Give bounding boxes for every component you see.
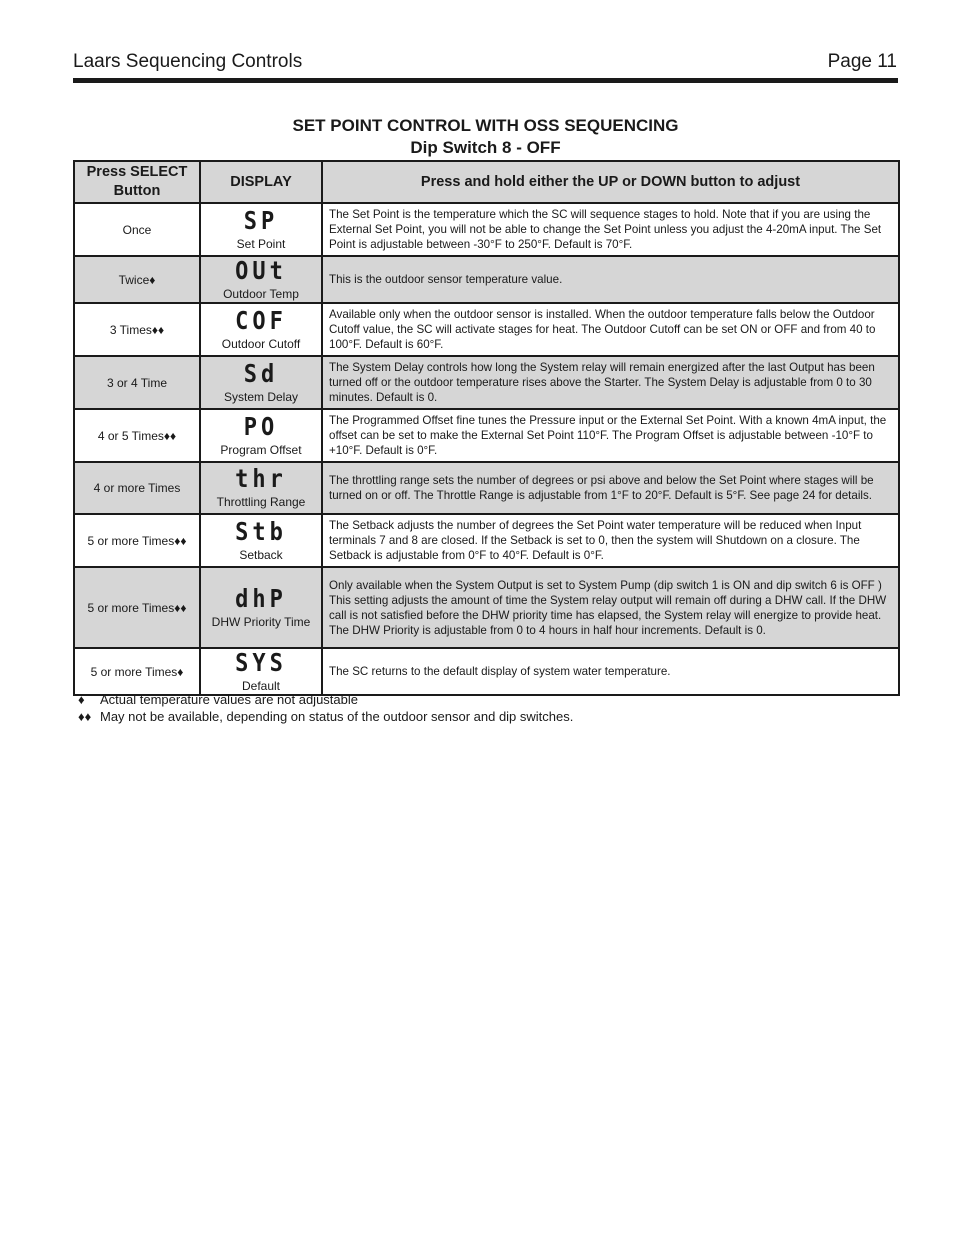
press-count: 4 or more Times bbox=[74, 462, 200, 514]
header-description: Press and hold either the UP or DOWN button to adjust bbox=[322, 161, 899, 203]
table-row bbox=[74, 514, 899, 567]
table-header-row bbox=[74, 161, 899, 203]
footnote bbox=[78, 691, 573, 708]
section-subtitle: Dip Switch 8 - OFF bbox=[410, 138, 561, 157]
table-row bbox=[74, 356, 899, 409]
display-cell bbox=[200, 567, 322, 648]
description: Only available when the System Output is set to System Pump (dip switch 1 is ON and dip switch 6 is OFF ) This setting adjusts the amount of time the System relay output will remain off during a DHW call. If the DHW call is not satisfied before the DHW priority time has elapsed, the System relay will energize to provide heat. The DHW Priority is adjustable from 0 to 4 hours in half hour increments. Default is 0. bbox=[322, 567, 899, 648]
display-label: Set Point bbox=[236, 236, 286, 251]
display-cell bbox=[200, 514, 322, 567]
footnote-text: May not be available, depending on status of the outdoor sensor and dip switches. bbox=[100, 709, 574, 724]
table-row bbox=[74, 256, 899, 303]
press-count: 5 or more Times♦ bbox=[74, 648, 200, 695]
header-press: Press SELECT Button bbox=[74, 161, 200, 203]
description: Available only when the outdoor sensor is installed. When the outdoor temperature falls below the Outdoor Cutoff value, the SC will activate stages for heat. The Outdoor Cutoff can be set ON or OFF and from 40 to 100°F. Default is 60°F. bbox=[322, 303, 899, 356]
table-row bbox=[74, 648, 899, 695]
press-count: 3 or 4 Time bbox=[74, 356, 200, 409]
section-title: SET POINT CONTROL WITH OSS SEQUENCING bbox=[292, 116, 679, 135]
display-cell bbox=[200, 256, 322, 303]
footnote-text: Actual temperature values are not adjustable bbox=[100, 692, 358, 707]
table-row bbox=[74, 462, 899, 514]
header-title: Laars Sequencing Controls bbox=[73, 51, 303, 72]
footnotes bbox=[78, 691, 573, 725]
display-code: PO bbox=[243, 412, 279, 442]
footnote bbox=[78, 708, 573, 725]
table-row bbox=[74, 203, 899, 256]
display-cell bbox=[200, 648, 322, 695]
table-row bbox=[74, 567, 899, 648]
press-count: 5 or more Times♦♦ bbox=[74, 567, 200, 648]
footnote-symbol: ♦♦ bbox=[78, 709, 92, 724]
display-code: SYS bbox=[235, 648, 287, 678]
display-code: Stb bbox=[235, 517, 287, 547]
display-label: Program Offset bbox=[220, 442, 302, 457]
display-code: dhP bbox=[235, 584, 287, 614]
display-cell bbox=[200, 303, 322, 356]
description: The throttling range sets the number of degrees or psi above and below the Set Point where stages will be turned on or off. The Throttle Range is adjustable from 1°F to 20°F. Default is 5°F. See page 24 for details. bbox=[322, 462, 899, 514]
description: The Set Point is the temperature which the SC will sequence stages to hold. Note that if you are using the External Set Point, you will not be able to change the Set Point unless you adjust the 4-20mA input. The Set Point is adjustable between -30°F to 250°F. Default is 70°F. bbox=[322, 203, 899, 256]
display-label: DHW Priority Time bbox=[211, 614, 311, 629]
display-cell bbox=[200, 203, 322, 256]
press-count: 5 or more Times♦♦ bbox=[74, 514, 200, 567]
settings-table bbox=[73, 160, 900, 696]
display-label: Throttling Range bbox=[216, 495, 306, 509]
display-code: Sd bbox=[243, 359, 279, 389]
description: The SC returns to the default display of system water temperature. bbox=[322, 648, 899, 695]
press-count: 3 Times♦♦ bbox=[74, 303, 200, 356]
display-label: System Delay bbox=[223, 389, 299, 404]
display-label: Setback bbox=[239, 547, 283, 562]
display-cell bbox=[200, 356, 322, 409]
display-code: thr bbox=[235, 465, 287, 494]
table-row bbox=[74, 303, 899, 356]
display-code: COF bbox=[235, 306, 287, 336]
press-count: 4 or 5 Times♦♦ bbox=[74, 409, 200, 462]
page-number: Page 11 bbox=[827, 51, 897, 72]
header-rule bbox=[73, 78, 898, 83]
display-label: Outdoor Temp bbox=[223, 286, 299, 301]
display-label: Outdoor Cutoff bbox=[221, 336, 301, 351]
press-count: Twice♦ bbox=[74, 256, 200, 303]
description: The Setback adjusts the number of degrees the Set Point water temperature will be reduced when Input terminals 7 and 8 are closed. If the Setback is set to 0, then the system will Shutdown on a closure. The Setback is adjustable from 0°F to 40°F. Default is 0°F. bbox=[322, 514, 899, 567]
press-count: Once bbox=[74, 203, 200, 256]
display-label: Default bbox=[241, 678, 281, 693]
description: The Programmed Offset fine tunes the Pressure input or the External Set Point. With a known 4mA input, the offset can be set to make the External Set Point 110°F. The Program Offset is adjustable between -10°F to +10°F. Default is 0°F. bbox=[322, 409, 899, 462]
footnote-symbol: ♦ bbox=[78, 692, 85, 707]
display-cell bbox=[200, 462, 322, 514]
display-cell bbox=[200, 409, 322, 462]
header-display: DISPLAY bbox=[200, 161, 322, 203]
description: This is the outdoor sensor temperature value. bbox=[322, 256, 899, 303]
display-code: OUt bbox=[235, 256, 287, 286]
display-code: SP bbox=[243, 206, 279, 236]
description: The System Delay controls how long the System relay will remain energized after the last Output has been turned off or the outdoor temperature rises above the Starter. The System Delay is adjustable from 0 to 30 minutes. Default is 0. bbox=[322, 356, 899, 409]
table-row bbox=[74, 409, 899, 462]
